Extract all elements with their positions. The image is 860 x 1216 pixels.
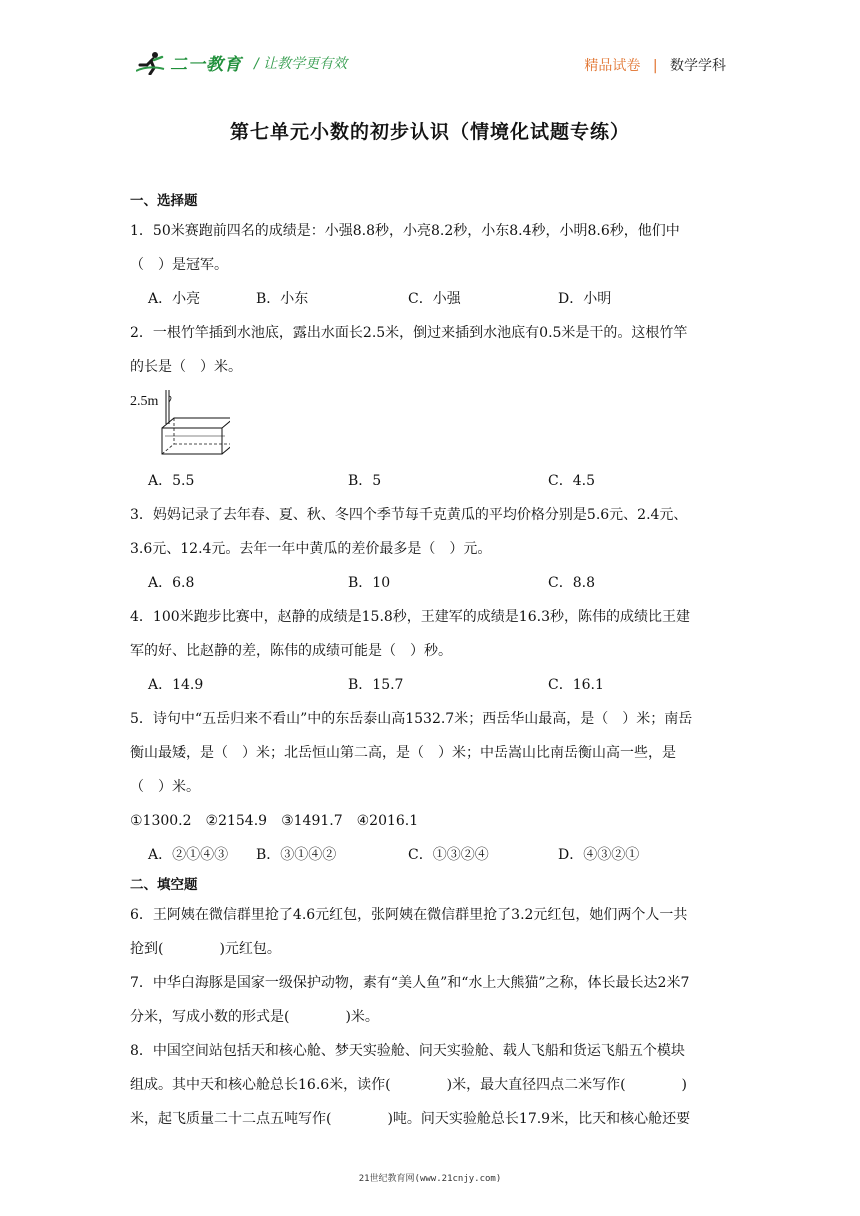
runner-logo-icon [136, 51, 166, 75]
logo-text: 二一教育 [170, 55, 242, 75]
question-text: 6．王阿姨在微信群里抢了4.6元红包，张阿姨在微信群里抢了3.2元红包，她们两个人一共 [130, 907, 688, 923]
question-7 [130, 966, 730, 1034]
option-a: A．5.5 [148, 473, 195, 489]
question-text: 组成。其中天和核心舱总长16.6米，读作( )米，最大直径四点二米写作( ) [130, 1077, 688, 1093]
header-label-subject: 数学学科 [670, 58, 726, 74]
page-title: 第七单元小数的初步认识（情境化试题专练） [229, 121, 630, 143]
section-heading-fill: 二、填空题 [130, 877, 198, 893]
page-header [0, 0, 860, 90]
question-text: 8．中国空间站包括天和核心舱、梦天实验舱、问天实验舱、载人飞船和货运飞船五个模块 [130, 1043, 685, 1059]
question-text: 抢到( )元红包。 [130, 941, 281, 957]
option-b: B．10 [348, 575, 391, 591]
options-row [148, 282, 730, 316]
option-c: C．16.1 [548, 677, 604, 693]
question-6 [130, 898, 730, 966]
question-1 [130, 214, 730, 316]
options-row [148, 668, 730, 702]
question-4 [130, 600, 730, 702]
question-text: 的长是（ ）米。 [130, 359, 242, 375]
question-text: （ ）是冠军。 [130, 257, 228, 273]
document-body [130, 188, 730, 1136]
question-text: 军的好、比赵静的差，陈伟的成绩可能是（ ）秒。 [130, 643, 452, 659]
question-8 [130, 1034, 730, 1136]
question-text: （ ）米。 [130, 779, 200, 795]
question-5 [130, 702, 730, 872]
option-a: A．②①④③ [148, 847, 229, 863]
option-c: C．4.5 [548, 473, 595, 489]
question-text: 3．妈妈记录了去年春、夏、秋、冬四个季节每千克黄瓜的平均价格分别是5.6元、2.4元、 [130, 507, 688, 523]
options-row [148, 566, 730, 600]
option-b: B．15.7 [348, 677, 404, 693]
header-label-premium: 精品试卷 [584, 58, 641, 74]
question-text: 7．中华白海豚是国家一级保护动物，素有“美人鱼”和“水上大熊猫”之称，体长最长达2米7 [130, 975, 690, 991]
option-c: C．8.8 [548, 575, 595, 591]
option-a: A．6.8 [148, 575, 195, 591]
option-b: B．③①④② [256, 847, 337, 863]
slogan: / 让教学更有效 [254, 55, 348, 72]
question-text: 1．50米赛跑前四名的成绩是：小强8.8秒，小亮8.2秒，小东8.4秒，小明8.6秒，他们中 [130, 223, 680, 239]
figure-label: 2.5m [130, 394, 159, 409]
question-text: 3.6元、12.4元。去年一年中黄瓜的差价最多是（ ）元。 [130, 541, 492, 557]
option-c: C．①③②④ [408, 847, 489, 863]
question-text: 米，起飞质量二十二点五吨写作( )吨。问天实验舱总长17.9米，比天和核心舱还要 [130, 1111, 691, 1127]
question-text: 衡山最矮，是（ ）米；北岳恒山第二高，是（ ）米；中岳嵩山比南岳衡山高一些，是 [130, 745, 676, 761]
question-text: 4．100米跑步比赛中，赵静的成绩是15.8秒，王建军的成绩是16.3秒，陈伟的成绩比王建 [130, 609, 690, 625]
option-d: D．④③②① [558, 847, 640, 863]
pool-figure [130, 388, 730, 458]
header-right [584, 55, 726, 75]
options-row [148, 838, 730, 872]
header-separator: | [652, 58, 658, 74]
option-a: A．小亮 [148, 291, 201, 307]
logo [136, 50, 347, 75]
options-row [148, 464, 730, 498]
question-text: 2．一根竹竿插到水池底，露出水面长2.5米，倒过来插到水池底有0.5米是干的。这根竹竿 [130, 325, 688, 341]
question-text: 5．诗句中“五岳归来不看山”中的东岳泰山高1532.7米；西岳华山最高，是（ ）米；南岳 [130, 711, 693, 727]
choice-list: ①1300.2 ②2154.9 ③1491.7 ④2016.1 [130, 813, 419, 829]
question-text: 分米，写成小数的形式是( )米。 [130, 1009, 379, 1025]
question-2 [130, 316, 730, 498]
question-3 [130, 498, 730, 600]
page-footer: 21世纪教育网(www.21cnjy.com) [358, 1174, 502, 1184]
section-heading-choice: 一、选择题 [130, 193, 198, 209]
option-b: B．小东 [256, 291, 309, 307]
option-b: B．5 [348, 473, 382, 489]
option-a: A．14.9 [148, 677, 204, 693]
option-d: D．小明 [558, 291, 612, 307]
pool-diagram [130, 388, 230, 458]
option-c: C．小强 [408, 291, 461, 307]
